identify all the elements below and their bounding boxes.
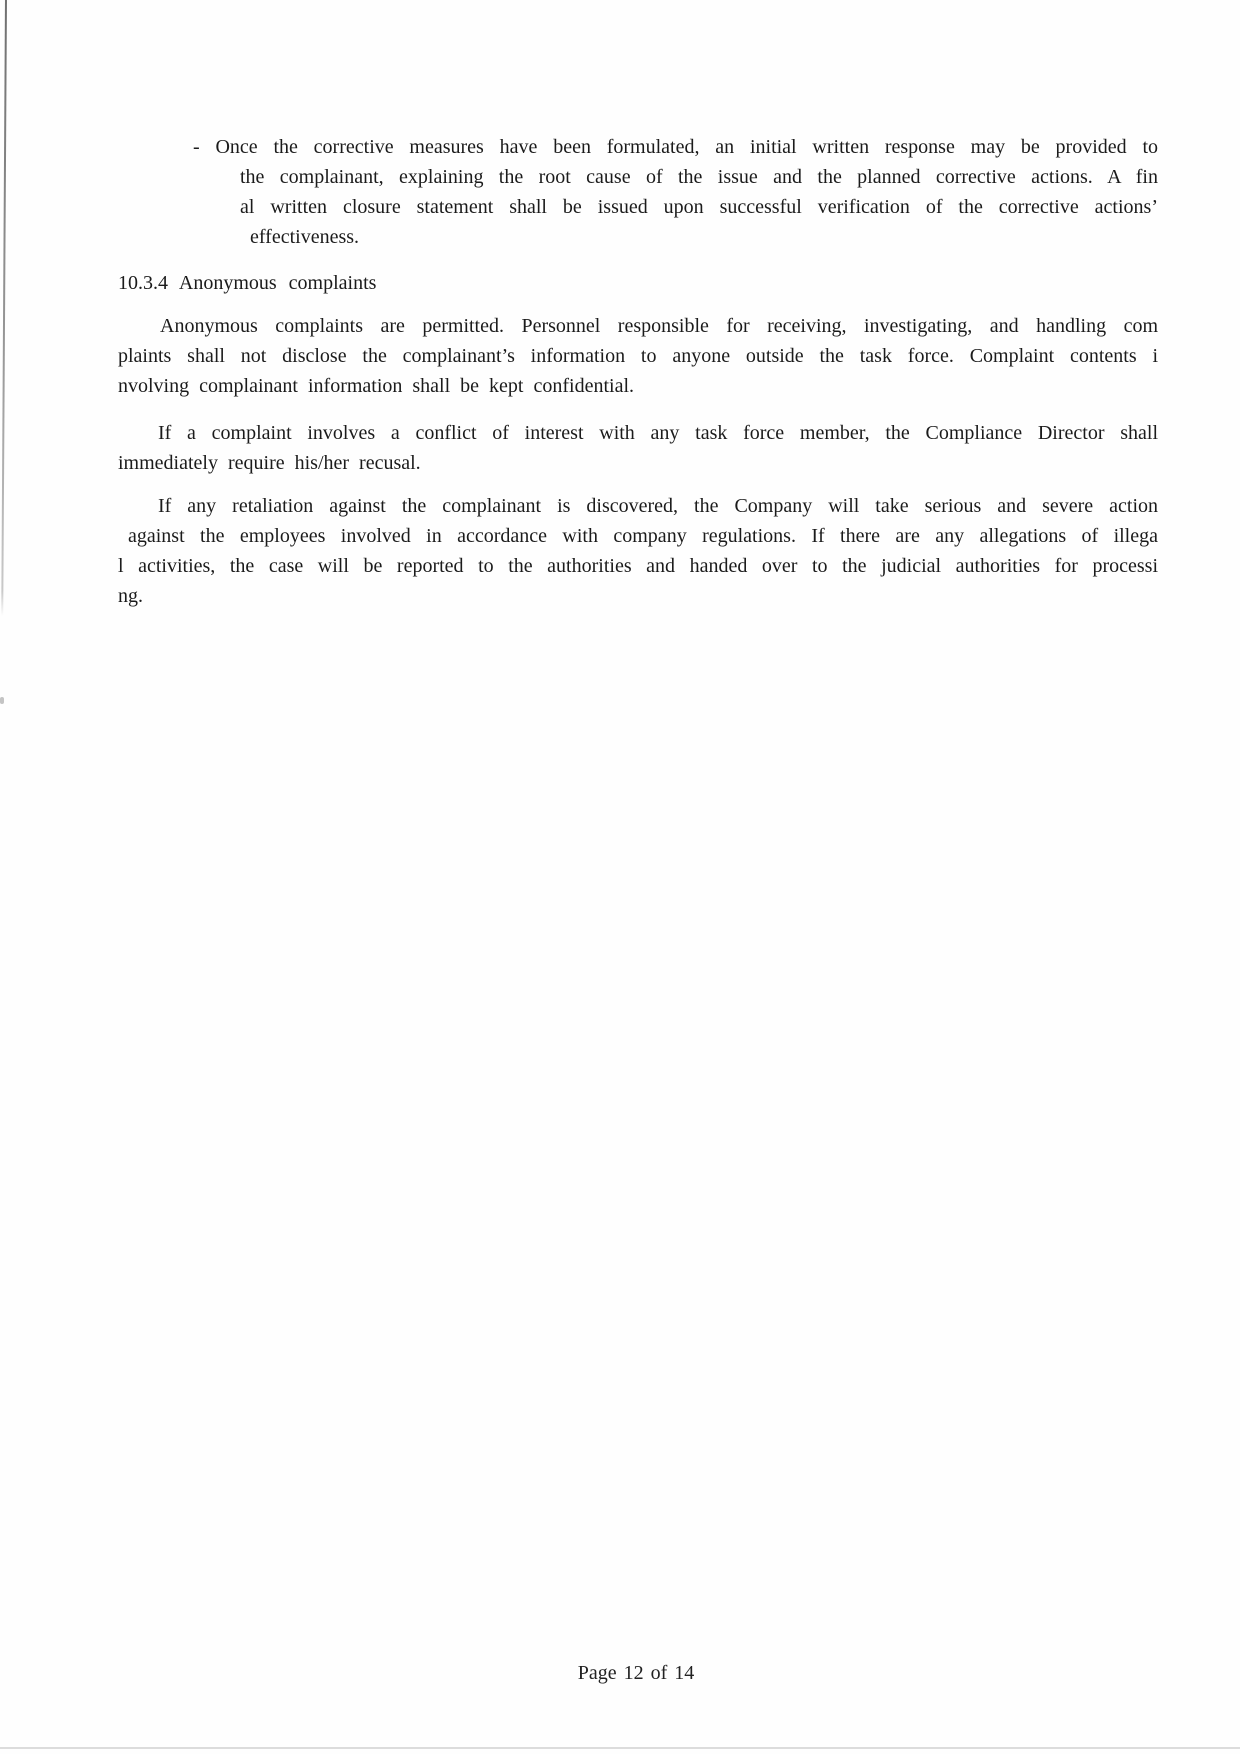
text-line: al written closure statement shall be issued upon successful verification of the corrective actions’ [240, 196, 1158, 218]
section-heading: 10.3.4 Anonymous complaints [118, 272, 377, 294]
text-line: the complainant, explaining the root cause of the issue and the planned corrective actions. A fin [240, 166, 1158, 188]
text-line: - Once the corrective measures have been formulated, an initial written response may be provided to [193, 136, 1158, 158]
text-line: l activities, the case will be reported to the authorities and handed over to the judicial authorities for processi [118, 555, 1158, 577]
text-line: effectiveness. [250, 226, 360, 248]
paragraph [118, 491, 1158, 611]
text-line: nvolving complainant information shall be kept confidential. [118, 375, 634, 397]
text-line: If a complaint involves a conflict of interest with any task force member, the Compliance Director shall [158, 422, 1158, 444]
scan-speck [0, 697, 4, 704]
bullet-item [193, 132, 1158, 252]
scan-edge-line [1, 0, 7, 616]
paragraph [118, 311, 1158, 401]
text-line: Anonymous complaints are permitted. Personnel responsible for receiving, investigating, and handling com [160, 315, 1158, 337]
text-line: If any retaliation against the complainant is discovered, the Company will take serious and severe action [158, 495, 1158, 517]
text-line: against the employees involved in accordance with company regulations. If there are any allegations of illega [128, 525, 1158, 547]
scan-bottom-edge [0, 1747, 1240, 1749]
text-line: immediately require his/her recusal. [118, 452, 421, 474]
page-number: Page 12 of 14 [577, 1662, 695, 1684]
text-line: ng. [118, 585, 143, 607]
text-line: plaints shall not disclose the complainant’s information to anyone outside the task force. Complaint contents i [118, 345, 1158, 367]
paragraph [118, 418, 1158, 478]
